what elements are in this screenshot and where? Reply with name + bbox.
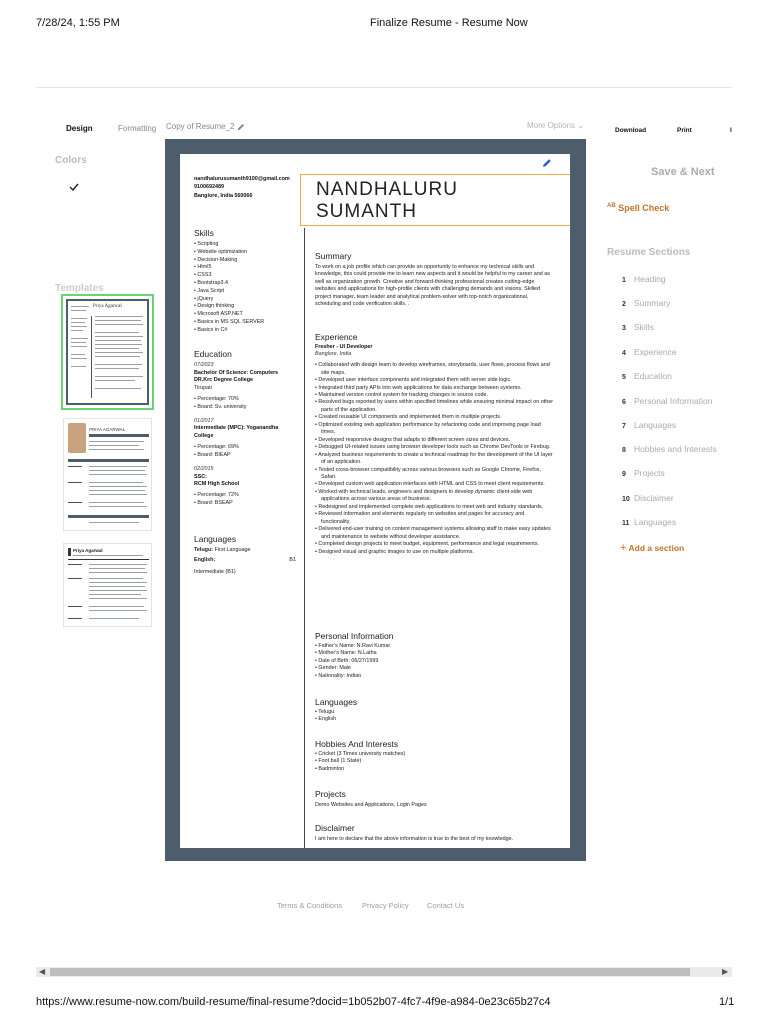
list-item: • English: [315, 716, 555, 723]
experience-heading: Experience: [315, 332, 358, 342]
list-item: • jQuery: [194, 296, 296, 304]
list-item: • Foot ball (1 State): [315, 758, 555, 765]
projects-text: Demo Websites and Applications, Login Pages: [315, 802, 427, 808]
colors-heading: Colors: [55, 155, 87, 166]
list-item: • Badminton: [315, 766, 555, 773]
education-place: Tirupati: [194, 384, 212, 391]
section-number: 1: [622, 277, 626, 284]
contact-block: [194, 176, 296, 201]
pencil-icon[interactable]: [237, 123, 245, 131]
scrollbar-thumb[interactable]: [50, 968, 690, 976]
list-item: • Optimized existing web application performance by refactoring code and improving page load times.: [315, 422, 555, 437]
save-next-button[interactable]: Save & Next: [651, 166, 715, 178]
skills-section[interactable]: [194, 228, 296, 335]
section-label: Heading: [634, 274, 666, 284]
section-item-languages[interactable]: [622, 420, 676, 430]
section-item-heading[interactable]: [622, 274, 666, 284]
disclaimer-text: I am here to declare that the above information is true to the best of my knowledge.: [315, 836, 514, 842]
list-item: • Website optimization: [194, 249, 296, 257]
section-label: Education: [634, 371, 672, 381]
education-school: RCM High School: [194, 481, 240, 488]
list-item: • Completed design projects to meet budget, equipment, performance and legal requirements.: [315, 541, 555, 548]
list-item: • Bootstrap3.4: [194, 280, 296, 288]
template-thumb-3[interactable]: [63, 543, 152, 627]
list-item: • Tested cross-browser compatibility across various browsers such as Google Chrome, Firefox, Safari.: [315, 467, 555, 482]
summary-text: To work on a job profile which can provide an opportunity to enhance my technical skills and knowledge, this could provide me to learn new aspects and it would be helpful to my career and as well as organization growth. Creative and forward-thinking professional creates cutting-edge websites and applications for high-profile clients with challenging demands and visions. Skilled project manager, team leader and analytical problem-solver with top-notch organizational, scheduling and code verification skills. .: [315, 264, 550, 308]
tab-design[interactable]: Design: [66, 124, 93, 133]
list-item: • Delivered end-user training on content management systems allowing staff to make easy updates and maintenance to website without developer assistance.: [315, 526, 555, 541]
resume-document[interactable]: [180, 154, 570, 848]
summary-section[interactable]: [315, 251, 555, 308]
language-level: First Language: [214, 547, 251, 553]
list-item: • Basics in C#: [194, 327, 296, 335]
education-heading: Education: [194, 349, 232, 359]
template-thumb-1[interactable]: [61, 294, 154, 410]
section-item-disclaimer[interactable]: [622, 493, 674, 503]
section-label: Languages: [634, 420, 677, 430]
list-item: • Developed user interface components and integrated them with server side logic.: [315, 377, 555, 384]
section-item-personal-info[interactable]: [622, 396, 712, 406]
list-item: • Developed custom web application interfaces with HTML and CSS to meet client requirements.: [315, 481, 555, 488]
plus-icon: +: [620, 542, 627, 554]
education-date: 07/2023: [194, 362, 214, 368]
terms-link[interactable]: Terms & Conditions: [277, 901, 343, 910]
section-item-skills[interactable]: [622, 322, 654, 332]
language-english: [194, 557, 296, 564]
list-item: • Nationality: Indian: [315, 673, 555, 680]
more-options-label: More Options: [527, 121, 576, 130]
section-item-projects[interactable]: [622, 468, 665, 478]
header-divider: [36, 87, 732, 88]
list-item: • Board: Sv. university: [194, 404, 296, 412]
languages-right-section[interactable]: [315, 697, 555, 724]
column-divider: [304, 228, 305, 848]
contact-link[interactable]: Contact Us: [427, 901, 465, 910]
experience-role: Fresher - UI Developer: [315, 344, 373, 350]
section-item-education[interactable]: [622, 371, 672, 381]
list-item: • Decision-Making: [194, 257, 296, 265]
list-item: • Design thinking: [194, 303, 296, 311]
print-button[interactable]: Print: [677, 127, 692, 134]
education-degree: Intermediate (MPC): Yoganandha College: [194, 425, 279, 439]
section-number: 10: [622, 496, 630, 503]
list-item: • Percentage: 69%: [194, 444, 296, 452]
section-label: Skills: [634, 322, 654, 332]
section-number: 2: [622, 301, 626, 308]
list-item: • Percentage: 70%: [194, 396, 296, 404]
hobbies-section[interactable]: [315, 739, 555, 773]
list-item: • Collaborated with design team to develop wireframes, storyboards, user flows, process flows and site maps.: [315, 362, 555, 377]
list-item: • Board: BSEAP: [194, 500, 296, 508]
privacy-link[interactable]: Privacy Policy: [362, 901, 409, 910]
education-school: DR.Krc Degree College: [194, 377, 254, 384]
language-name: English:: [194, 557, 216, 564]
languages-heading: Languages: [194, 534, 237, 544]
projects-section[interactable]: [315, 789, 555, 809]
list-item: • Java Script: [194, 288, 296, 296]
print-page-title: Finalize Resume - Resume Now: [370, 17, 528, 29]
templates-heading: Templates: [55, 283, 104, 294]
checkmark-icon: [69, 183, 79, 191]
spell-check-label: Spell Check: [618, 203, 670, 213]
section-label: Summary: [634, 298, 671, 308]
section-label: Disclaimer: [634, 493, 674, 503]
name-box[interactable]: [300, 174, 570, 226]
list-item: • Debugged UI-related issues using browser developer tools such as Chrome DevTools or Firebug.: [315, 444, 555, 451]
template-thumb-name: Priya Agarwal: [73, 548, 103, 553]
list-item: • Resolved bugs reported by users within specified timelines while ensuring minimal impact on other parts of the application.: [315, 399, 555, 414]
contact-location: Banglore, India 560066: [194, 193, 253, 200]
list-item: • Mother's Name: N.Latha: [315, 650, 555, 657]
list-item: • Microsoft ASP.NET: [194, 311, 296, 319]
section-item-hobbies[interactable]: [622, 444, 717, 454]
education-degree: Bachelor Of Science: Computers: [194, 369, 279, 376]
list-item: • CSS3: [194, 272, 296, 280]
list-item: • Created reusable UI components and implemented them in multiple projects.: [315, 414, 555, 421]
disclaimer-heading: Disclaimer: [315, 823, 355, 833]
education-date: 02/2015: [194, 465, 214, 472]
education-entry: [194, 466, 296, 508]
skills-heading: Skills: [194, 228, 214, 238]
experience-bullets: [315, 362, 555, 556]
scroll-right-arrow-icon[interactable]: ▶: [722, 967, 729, 976]
list-item: • Gender: Male: [315, 665, 555, 672]
languages-left-section[interactable]: [194, 534, 296, 576]
print-footer-page: 1/1: [719, 996, 735, 1008]
list-item: • Developed responsive designs that adapts to different screen sizes and devices.: [315, 437, 555, 444]
section-number: 11: [622, 520, 630, 527]
list-item: • Board: BIEAP: [194, 452, 296, 460]
list-item: • Cricket (3 Times university matches): [315, 751, 555, 758]
candidate-name: [316, 179, 458, 223]
list-item: • Designed visual and graphic images to use on multiple platforms.: [315, 549, 555, 556]
experience-section[interactable]: [315, 332, 555, 556]
chevron-down-icon: ⌄: [577, 121, 584, 130]
section-label: Personal Information: [634, 396, 713, 406]
list-item: • Html5: [194, 264, 296, 272]
toolbar-overflow-button[interactable]: I: [730, 127, 732, 134]
list-item: • Analyzed business requirements to create a technical roadmap for the development of the UI layer of an application.: [315, 452, 555, 467]
list-item: • Percentage: 72%: [194, 492, 296, 500]
section-label: Projects: [634, 468, 665, 478]
disclaimer-section[interactable]: [315, 823, 555, 843]
list-item: • Basics in MS SQL SERVER: [194, 319, 296, 327]
edit-pencil-icon[interactable]: [542, 158, 552, 168]
section-label: Hobbies and Interests: [634, 444, 717, 454]
list-item: • Redesigned and implemented complete web applications to meet web and industry standards.: [315, 504, 555, 511]
section-number: 9: [622, 471, 626, 478]
template-thumb-name: Priya Agarwal: [93, 304, 122, 309]
education-entry: [194, 362, 296, 412]
personal-info-heading: Personal Information: [315, 631, 394, 641]
education-date: 01/2017: [194, 417, 214, 424]
list-item: • Scripting: [194, 241, 296, 249]
summary-heading: Summary: [315, 251, 352, 261]
template-thumb-name: PRIYA AGARWAL: [89, 427, 126, 432]
section-number: 7: [622, 423, 626, 430]
print-footer-url: https://www.resume-now.com/build-resume/final-resume?docid=1b052b07-4fc7-4f9e-a984-0e23c65b27c4: [36, 996, 551, 1008]
language-name: Telugu:: [194, 547, 214, 553]
section-label: Languages: [634, 517, 677, 527]
resume-sections-title: Resume Sections: [607, 247, 691, 258]
add-section-label: Add a section: [628, 543, 685, 553]
list-item: • Telugu: [315, 709, 555, 716]
list-item: • Reviewed information and elements regularly on websites and pages for accuracy and functionality.: [315, 511, 555, 526]
experience-location: Banglore, India: [315, 351, 352, 358]
template-photo: [68, 423, 86, 453]
color-swatch-selected[interactable]: [62, 176, 144, 246]
contact-phone: 9100692489: [194, 183, 224, 190]
language-telugu: [194, 547, 296, 554]
name-line-2: SUMANTH: [316, 201, 417, 222]
list-item: • Worked with technical leads, engineers and designers to develop dynamic client-side web applications across various areas of business.: [315, 489, 555, 504]
list-item: • Father's Name: N.Ravi Kumar: [315, 643, 555, 650]
section-number: 5: [622, 374, 626, 381]
spell-check-button[interactable]: [607, 203, 669, 213]
section-item-languages-2[interactable]: [622, 517, 676, 527]
list-item: • Maintained version control system for tracking changes in source code.: [315, 392, 555, 399]
download-button[interactable]: Download: [615, 127, 647, 134]
scroll-left-arrow-icon[interactable]: ◀: [39, 967, 46, 976]
hobbies-heading: Hobbies And Interests: [315, 739, 399, 749]
personal-info-section[interactable]: [315, 631, 555, 680]
language-level: B1: [289, 557, 296, 564]
list-item: • Integrated third party APIs into web applications for data exchange between systems.: [315, 385, 555, 392]
more-options-button[interactable]: [527, 121, 584, 130]
section-number: 4: [622, 350, 626, 357]
document-name-label: Copy of Resume_2: [166, 122, 235, 131]
section-number: 6: [622, 399, 626, 406]
section-item-summary[interactable]: [622, 298, 670, 308]
section-label: Experience: [634, 347, 677, 357]
document-name[interactable]: [166, 122, 245, 131]
skills-list: [194, 241, 296, 335]
education-entry: [194, 418, 296, 460]
name-line-1: NANDHALURU: [316, 179, 458, 200]
template-thumb-2[interactable]: [63, 418, 152, 531]
add-section-button[interactable]: [620, 542, 684, 554]
section-number: 8: [622, 447, 626, 454]
education-degree: SSC:: [194, 473, 207, 480]
section-number: 3: [622, 325, 626, 332]
tab-formatting[interactable]: Formatting: [118, 124, 157, 133]
spell-check-icon: AB: [607, 203, 616, 209]
education-section[interactable]: [194, 349, 296, 508]
section-item-experience[interactable]: [622, 347, 677, 357]
list-item: • Date of Birth: 06/27/1999: [315, 658, 555, 665]
languages-heading: Languages: [315, 697, 358, 707]
print-datetime: 7/28/24, 1:55 PM: [36, 17, 120, 29]
projects-heading: Projects: [315, 789, 346, 799]
contact-email: nandhalurusumanth9100@gmail.com: [194, 176, 290, 182]
language-english-desc: Intermediate (B1): [194, 568, 236, 575]
